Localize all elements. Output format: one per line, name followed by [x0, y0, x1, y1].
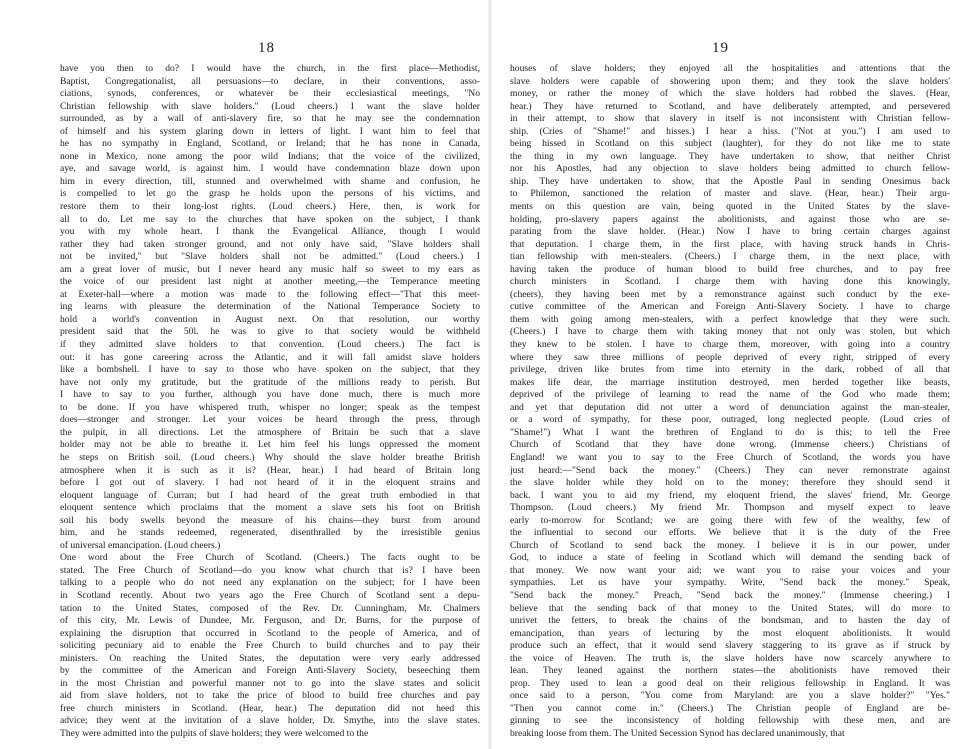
text-line: him, and he stands redeemed, regenerated, disenthralled by the irresistible genius [60, 527, 480, 539]
text-line: in Scotland recently. About two years ago the Free Church of Scotland sent a depu- [60, 589, 480, 601]
text-line: none in Mexico, none among the poor wild Indians; that the voice of the civilized, [60, 150, 480, 162]
text-line: am a great lover of music, but I never heard any music half so sweet to my ears as [60, 263, 480, 275]
page-number-left: 18 [258, 40, 275, 56]
right-page [490, 0, 980, 749]
text-line: before I got out of slavery. I had not heard of it in the eloquent strains and [60, 477, 480, 489]
text-line: breaking loose from them. The United Secession Synod has declared unanimously, that [510, 727, 845, 739]
text-line: Church of Scotland to send back the money. I believe it is in our power, under [510, 539, 950, 551]
text-line: not be invited," but "Slave holders shall not be admitted." (Loud cheers.) I [60, 251, 480, 263]
text-line: soil his body swells beyond the measure of his chains—they burst from around [60, 514, 480, 526]
text-line: the pulpit, in all directions. Let the atmosphere of Britain be such that a slave [60, 426, 480, 438]
text-line: produce such an effect, that it would send slavery staggering to its grave as if struck by [510, 640, 950, 652]
text-line: stated. The Free Church of Scotland—do you know what church that is? I have been [60, 564, 480, 576]
text-line: surrounded, as by a wall of anti-slavery fire, so that he may see the condemnation [60, 113, 480, 125]
text-line: you with my whole heart. I thank the Evangelical Alliance, though I would [60, 226, 480, 238]
text-line: "Then you cannot come in." (Cheers.) The Christian people of England are be- [510, 702, 950, 714]
text-line: holder may not be able to breathe it. Let him feel his lungs oppressed the moment [60, 439, 480, 451]
text-line: he steps on British soil. (Loud cheers.) Why should the slave holder breathe British [60, 451, 480, 463]
text-line: (cheers), they having been met by a remonstrance against such conduct by the exe- [510, 288, 950, 300]
text-line: to be done. If you have whispered truth, whisper no longer; speak as the tempest [60, 401, 480, 413]
text-line: ginning to see the inconsistency of holding fellowship with these men, and are [510, 715, 950, 727]
text-line: he has no sympathy in England, Scotland, or Ireland; that he has none in Canada, [60, 138, 480, 150]
text-line: unrivet the fetters, to break the chains of the bondsman, and to hasten the day of [510, 615, 950, 627]
text-line: prop. They used to lean a good deal on their religious fellowship in England. It was [510, 677, 950, 689]
text-line: of universal emancipation. (Loud cheers.) [60, 539, 221, 551]
text-line: England! we want you to say to the Free Church of Scotland, the words you have [510, 451, 950, 463]
text-line: hold a world's convention in August next. On that resolution, our worthy [60, 313, 480, 325]
text-line: makes life dear, the marriage institution destroyed, men herded together like beasts, [510, 376, 950, 388]
text-line: have you then to do? I would have the church, in the first place—Methodist, [60, 63, 480, 74]
text-line: them with going among men-stealers, with a perfect knowledge that they were such. [510, 313, 950, 325]
text-line: is compelled to let go the grasp he holds upon the persons of his victims, and [60, 188, 480, 200]
text-line: being hissed in Scotland on this subject (laughter), for they do not like me to state [510, 138, 950, 150]
text-line: cutive committee of the American and Foreign Anti-Slavery Society. I have to charge [510, 301, 950, 313]
text-line: tation to the United States, composed of the Rev. Dr. Cunningham, Mr. Chalmers [60, 602, 480, 614]
text-line: atmosphere when it is such as it is? (Hear, hear.) I had heard of Britain long [60, 464, 480, 476]
text-line: privilege, driven like brutes from time into eternity in the dark, robbed of all that [510, 364, 950, 376]
text-line: of himself and his system glaring down in letters of light. I want him to feel that [60, 125, 480, 137]
text-line: where they saw three millions of people deprived of every right, stripped of every [510, 351, 950, 363]
text-line: once said to a person, "You come from Maryland: are you a slave holder?" "Yes." [510, 690, 950, 702]
text-line: holding, pro-slavery papers against the abolitionists, and against those who are se- [510, 213, 950, 225]
text-line: "Shame!") What I want the brethren of England to do is this; to tell the Free [510, 426, 950, 438]
text-line: ship. They have undertaken to show, that the Apostle Paul in sending Onesimus back [510, 175, 950, 187]
text-line: back. I want you to aid my friend, my eloquent friend, the slaves' friend, Mr. George [510, 489, 950, 501]
text-line: or a word of sympathy, for these poor, outraged, long neglected people. (Loud cries of [510, 414, 950, 426]
text-line: the voice of Heaven. The truth is, the slave holders have now scarcely anywhere to [510, 652, 950, 664]
text-line: all to do. Let me say to the churches that have spoken on the subject, I thank [60, 213, 480, 225]
text-line: ministers. On reaching the United States, the deputation were very early addressed [60, 652, 480, 664]
text-line: rather they had taken stronger ground, and not only have said, "Slave holders shall [60, 238, 480, 250]
text-line: They were admitted into the pulpits of slave holders; they were welcomed to the [60, 727, 369, 739]
text-line: church ministers in Scotland. I charge them with having done this knowingly, [510, 276, 950, 288]
text-line: ing learns with pleasure the determination of the National Temperance Society to [60, 301, 480, 313]
text-line: deprived of the privilege of learning to read the name of the God who made them; [510, 389, 950, 401]
text-line: that deputation. I charge them, in the first place, with having struck hands in Chris- [510, 238, 950, 250]
text-line: and yet that deputation did not utter a word of denunciation against the man-stealer, [510, 401, 950, 413]
text-line: like a bombshell. I have to say to those who have spoken on the subject, that they [60, 364, 480, 376]
text-line: hear.) They have returned to Scotland, and have deliberately attempted, and persevered [510, 100, 950, 112]
text-line: emancipation, than years of lecturing by the most eloquent abolitionists. It would [510, 627, 950, 639]
text-line: at Exeter-hall—where a motion was made to the following effect—"That this meet- [60, 288, 480, 300]
page-number-right: 19 [712, 40, 729, 56]
text-line: the influential to second our efforts. We believe that it is the duty of the Free [510, 527, 950, 539]
text-line: early to-morrow for Scotland; we are going there with few of the wealthy, few of [510, 514, 950, 526]
text-line: free church ministers in Scotland. (Hear, hear.) The deputation did not heed this [60, 702, 480, 714]
text-line: having taken the produce of human blood to build free churches, and to pay free [510, 263, 950, 275]
text-line: talking to a people who do not need any explanation on the subject; for I have been [60, 577, 480, 589]
text-line: the thing in my own language. They have undertaken to show, that neither Christ [510, 150, 950, 162]
text-line: tian fellowship with men-stealers. (Cheers.) I charge them, in the next place, with [510, 251, 950, 263]
text-line: to Philemon, sanctioned the relation of master and slave. (Hear, hear.) Their argu- [510, 188, 950, 200]
text-line: advice; they went at the invitation of a slave holder, Dr. Smythe, into the slave states. [60, 715, 480, 727]
text-line: parating from the slave holder. (Hear.) Now I have to bring certain charges against [510, 226, 950, 238]
text-line: does—stronger and stronger. Let your voices be heard through the press, through [60, 414, 480, 426]
text-line: Christian fellowship with slave holders." (Loud cheers.) I want the slave holder [60, 100, 480, 112]
text-line: "Send back the money." Preach, "Send back the money." (Immense cheering.) I [510, 589, 950, 601]
text-line: the slave holder while they hold on to the money; therefore they should send it [510, 477, 950, 489]
text-line: Thompson. (Loud cheers.) My friend Mr. Thompson and myself expect to leave [510, 502, 950, 514]
text-line: ciations, synods, conferences, or whatever be their ecclesiastical meetings, "No [60, 88, 480, 100]
text-line: money, or rather the money of which the slave holders had robbed the slaves. (Hear, [510, 88, 950, 100]
text-line: the voice of our president last night at another meeting,—the Temperance meeting [60, 276, 480, 288]
text-line: Baptist, Congregationalist, all persuasions—to declare, in their conventions, asso- [60, 75, 480, 87]
text-line: lean. They leaned against the northern states—the abolitionists have removed their [510, 665, 950, 677]
text-line: God, to induce a state of feeling in Scotland which will demand the sending back of [510, 552, 950, 564]
text-line: in the most Christian and powerful manner not to go into the slave states and solicit [60, 677, 480, 689]
text-line: him in every direction, till, stunned and overwhelmed with shame and confusion, he [60, 175, 480, 187]
text-line: I have to say to you further, although you have done much, there is much more [60, 389, 480, 401]
text-line: ments on this question are vain, being quoted in the United States by the slave- [510, 201, 950, 213]
text-line: if they admitted slave holders to that convention. (Loud cheers.) The fact is [60, 339, 480, 351]
text-line: in their attempt, to show that slavery in itself is not inconsistent with Christian fellow- [510, 113, 950, 125]
text-line: out: it has gone careering across the Atlantic, and it will fall amidst slave holders [60, 351, 480, 363]
text-line: sympathies. Let us have your sympathy. Write, "Send back the money." Speak, [510, 577, 950, 589]
text-line: by the committee of the American and Foreign Anti-Slavery Society, beseeching them [60, 665, 480, 677]
text-line: nor his Apostles, had any objection to slave holders being admitted to church fellow- [510, 163, 950, 175]
text-line: eloquent sentence which proclaims that the moment a slave sets his foot on British [60, 502, 480, 514]
text-line: aye, and savage world, is against him. I would have condemnation blaze down upon [60, 163, 480, 175]
text-line: houses of slave holders; they enjoyed all the hospitalities and attentions that the [510, 63, 950, 74]
text-line: explaining the disruption that occurred in Scotland to the people of America, and of [60, 627, 480, 639]
text-line: believe that the sending back of that money to the United States, will do more to [510, 602, 950, 614]
text-line: Church of Scotland that they have done wrong. (Immense cheers.) Christians of [510, 439, 950, 451]
text-line: they knew to be stolen. I have to charge them, moreover, with going into a country [510, 339, 950, 351]
text-line: restore them to their long-lost rights. (Loud cheers.) Here, then, is work for [60, 201, 480, 213]
text-line: aid from slave holders, not to take the price of blood to build free churches and pay [60, 690, 480, 702]
text-line: that money. We now want your aid; we want you to raise your voices and your [510, 564, 950, 576]
text-line: have not only my gratitude, but the gratitude of the millions ready to perish. But [60, 376, 480, 388]
text-line: president said that the 50l. he was to give to that society would be withheld [60, 326, 480, 338]
text-line: ship. (Cries of "Shame!" and hisses.) I hear a hiss. ("Not at you.") I am used to [510, 125, 950, 137]
text-line: One word about the Free Church of Scotland. (Cheers.) The facts ought to be [60, 552, 480, 564]
text-line: soliciting pecuniary aid to enable the Free Church to build churches and to pay their [60, 640, 480, 652]
text-line: slave holders were capable of showering upon them; and they took the slave holders' [510, 75, 950, 87]
text-line: of this city, Mr. Lewis of Dundee, Mr. Ferguson, and Dr. Burns, for the purpose of [60, 615, 480, 627]
text-line: just heard:—"Send back the money." (Cheers.) They can never remonstrate against [510, 464, 950, 476]
left-page-text [60, 63, 480, 741]
text-line: (Cheers.) I have to charge them with taking money that not only was stolen, but which [510, 326, 950, 338]
right-page-text [510, 63, 950, 741]
text-line: eloquent language of Curran; but I had heard of the great truth embodied in that [60, 489, 480, 501]
